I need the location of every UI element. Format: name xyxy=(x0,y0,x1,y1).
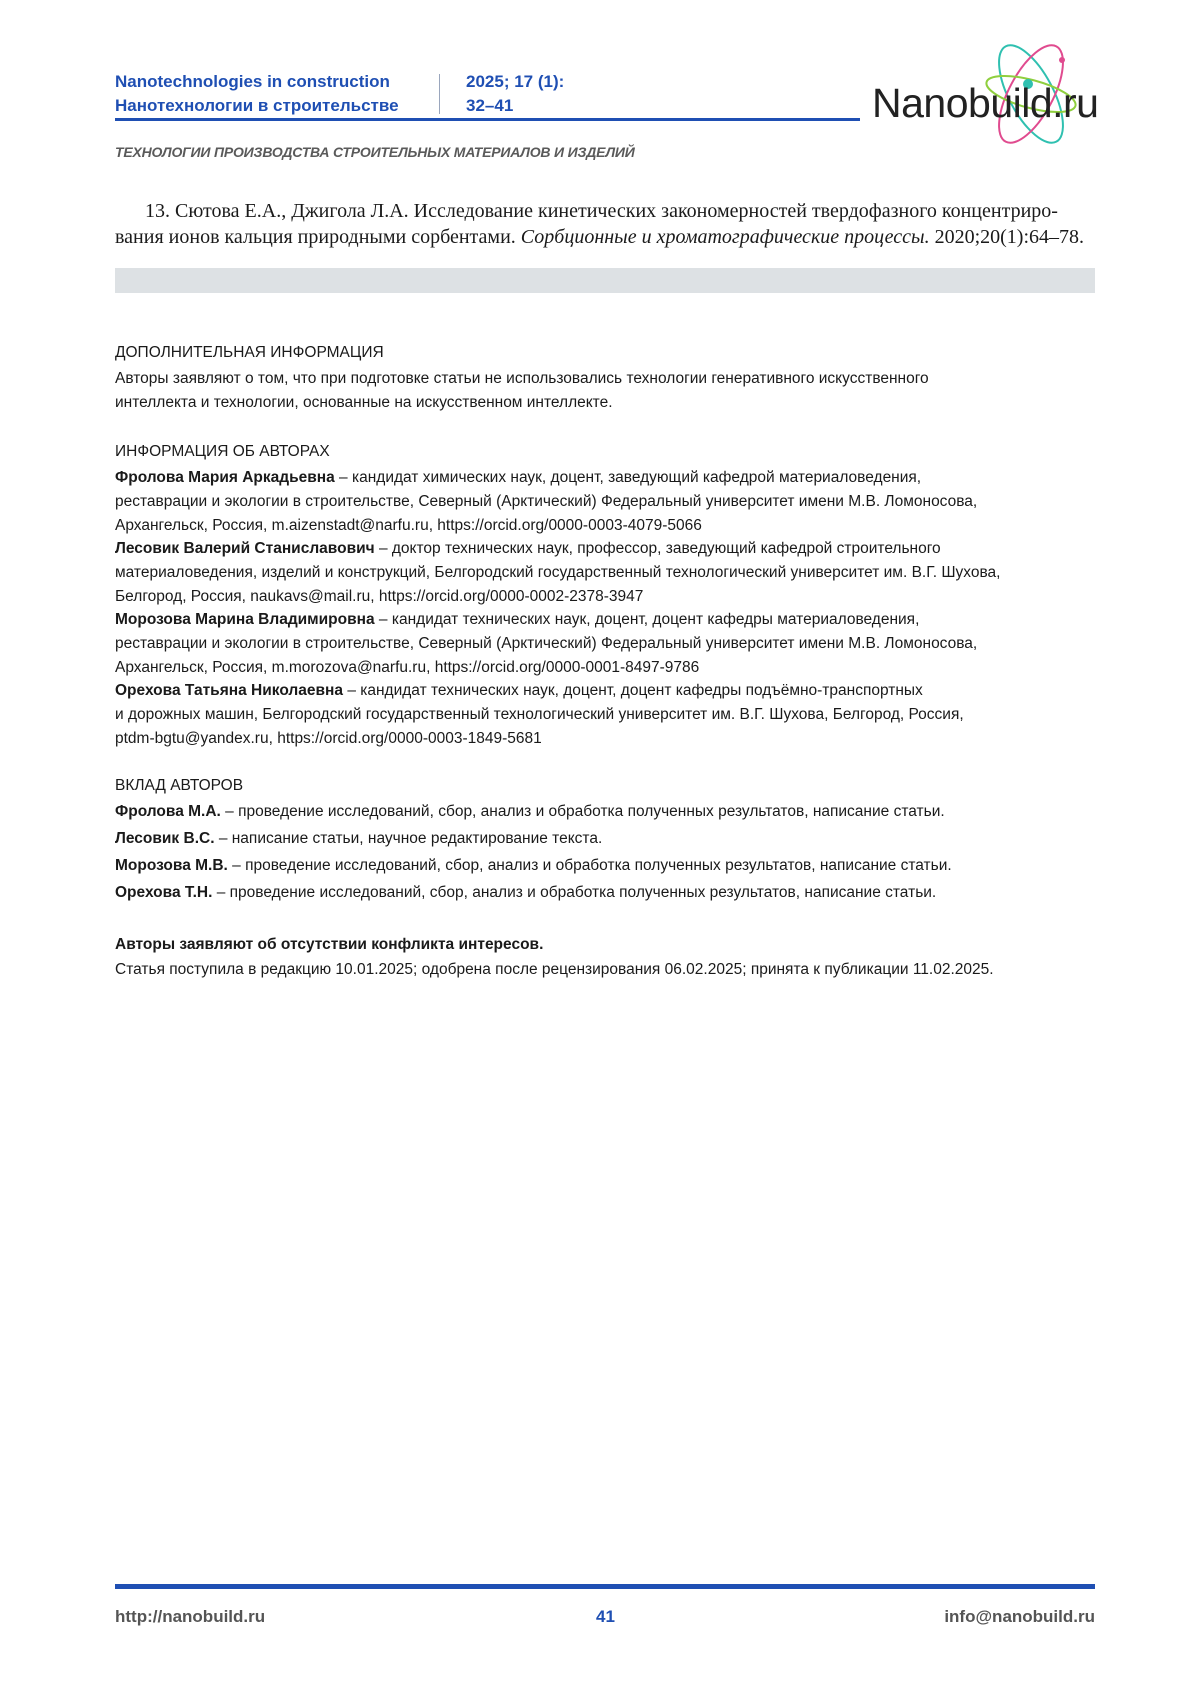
contribution-text: – проведение исследований, сбор, анализ и обработка полученных результатов, написание статьи. xyxy=(212,884,937,901)
journal-title-en: Nanotechnologies in construction xyxy=(115,72,390,91)
reference-journal: Сорбционные и хроматографические процессы. xyxy=(520,226,930,248)
authors-info-title: ИНФОРМАЦИЯ ОБ АВТОРАХ xyxy=(115,443,330,460)
reference-text: вания ионов кальция природными сорбентами. xyxy=(115,226,521,248)
contributor-name: Лесовик В.С. xyxy=(115,830,215,847)
site-logo-text: Nanobuild.ru xyxy=(872,80,1099,126)
footer-rule xyxy=(115,1584,1095,1589)
additional-info-title: ДОПОЛНИТЕЛЬНАЯ ИНФОРМАЦИЯ xyxy=(115,344,384,361)
author-details: – кандидат технических наук, доцент, доцент кафедры подъёмно-транспортных xyxy=(343,682,923,699)
contribution-item xyxy=(115,800,1100,824)
author-details: – доктор технических наук, профессор, заведующий кафедрой строительного xyxy=(374,540,941,557)
author-details: – кандидат технических наук, доцент, доцент кафедры материаловедения, xyxy=(374,611,920,628)
contribution-title: ВКЛАД АВТОРОВ xyxy=(115,777,244,794)
journal-title-ru: Нанотехнологии в строительстве xyxy=(115,96,399,115)
conflict-text: Авторы заявляют об отсутствии конфликта интересов. xyxy=(115,936,544,953)
author-details: и дорожных машин, Белгородский государственный технологический университет им. В.Г. Шухова, Белгород, Россия, xyxy=(115,706,964,723)
footer-url-link[interactable]: http://nanobuild.ru xyxy=(115,1607,266,1626)
author-name: Морозова Марина Владимировна xyxy=(115,611,375,628)
author-details: Архангельск, Россия, m.morozova@narfu.ru, https://orcid.org/0000-0001-8497-9786 xyxy=(115,659,700,676)
contribution-item xyxy=(115,854,1100,878)
section-rubric: ТЕХНОЛОГИИ ПРОИЗВОДСТВА СТРОИТЕЛЬНЫХ МАТЕРИАЛОВ И ИЗДЕЛИЙ xyxy=(115,144,635,160)
contribution-text: – проведение исследований, сбор, анализ и обработка полученных результатов, написание статьи. xyxy=(220,803,945,820)
reference-line-1: 13. Сютова Е.А., Джигола Л.А. Исследование кинетических закономерностей твердофазного концентриро- xyxy=(145,200,1058,222)
journal-title xyxy=(115,70,399,118)
author-entry xyxy=(115,537,1100,609)
contribution-item xyxy=(115,827,1100,851)
contribution-text: – проведение исследований, сбор, анализ и обработка полученных результатов, написание статьи. xyxy=(227,857,952,874)
author-details: реставрации и экологии в строительстве, Северный (Арктический) Федеральный университет имени М.В. Ломоносова, xyxy=(115,635,978,652)
author-details: реставрации и экологии в строительстве, Северный (Арктический) Федеральный университет имени М.В. Ломоносова, xyxy=(115,493,978,510)
issue-info xyxy=(466,70,564,118)
author-details: ptdm-bgtu@yandex.ru, https://orcid.org/0000-0003-1849-5681 xyxy=(115,730,542,747)
additional-line: интеллекта и технологии, основанные на искусственном интеллекте. xyxy=(115,394,613,411)
reference-citation: 2020;20(1):64–78. xyxy=(929,226,1085,248)
contributor-name: Фролова М.А. xyxy=(115,803,221,820)
additional-info-text xyxy=(115,367,1100,415)
page-range: 32–41 xyxy=(466,96,514,115)
author-name: Фролова Мария Аркадьевна xyxy=(115,469,335,486)
reference-line-2 xyxy=(115,224,1095,250)
author-details: материаловедения, изделий и конструкций, Белгородский государственный технологический университет им. В.Г. Шухова, xyxy=(115,564,1001,581)
issue-number: 2025; 17 (1): xyxy=(466,72,565,91)
contribution-text: – написание статьи, научное редактирование текста. xyxy=(214,830,603,847)
additional-line: Авторы заявляют о том, что при подготовке статьи не использовались технологии генеративного искусственного xyxy=(115,370,929,387)
contributor-name: Орехова Т.Н. xyxy=(115,884,213,901)
author-name: Лесовик Валерий Станиславович xyxy=(115,540,375,557)
page-number: 41 xyxy=(596,1607,615,1626)
author-entry xyxy=(115,608,1100,680)
author-entry xyxy=(115,679,1100,751)
article-dates: Статья поступила в редакцию 10.01.2025; одобрена после рецензирования 06.02.2025; принята к публикации 11.02.2025. xyxy=(115,961,994,978)
author-details: – кандидат химических наук, доцент, заведующий кафедрой материаловедения, xyxy=(334,469,922,486)
author-name: Орехова Татьяна Николаевна xyxy=(115,682,344,699)
header-divider xyxy=(439,74,440,114)
author-details: Белгород, Россия, naukavs@mail.ru, https://orcid.org/0000-0002-2378-3947 xyxy=(115,588,644,605)
contribution-item xyxy=(115,881,1100,905)
author-entry xyxy=(115,466,1100,538)
header-rule xyxy=(115,118,860,121)
conflict-statement xyxy=(115,933,1100,957)
footer-email-link[interactable]: info@nanobuild.ru xyxy=(944,1607,1095,1626)
author-details: Архангельск, Россия, m.aizenstadt@narfu.ru, https://orcid.org/0000-0003-4079-5066 xyxy=(115,517,702,534)
separator-bar xyxy=(115,268,1095,293)
contributor-name: Морозова М.В. xyxy=(115,857,228,874)
reference-entry xyxy=(115,198,1095,250)
